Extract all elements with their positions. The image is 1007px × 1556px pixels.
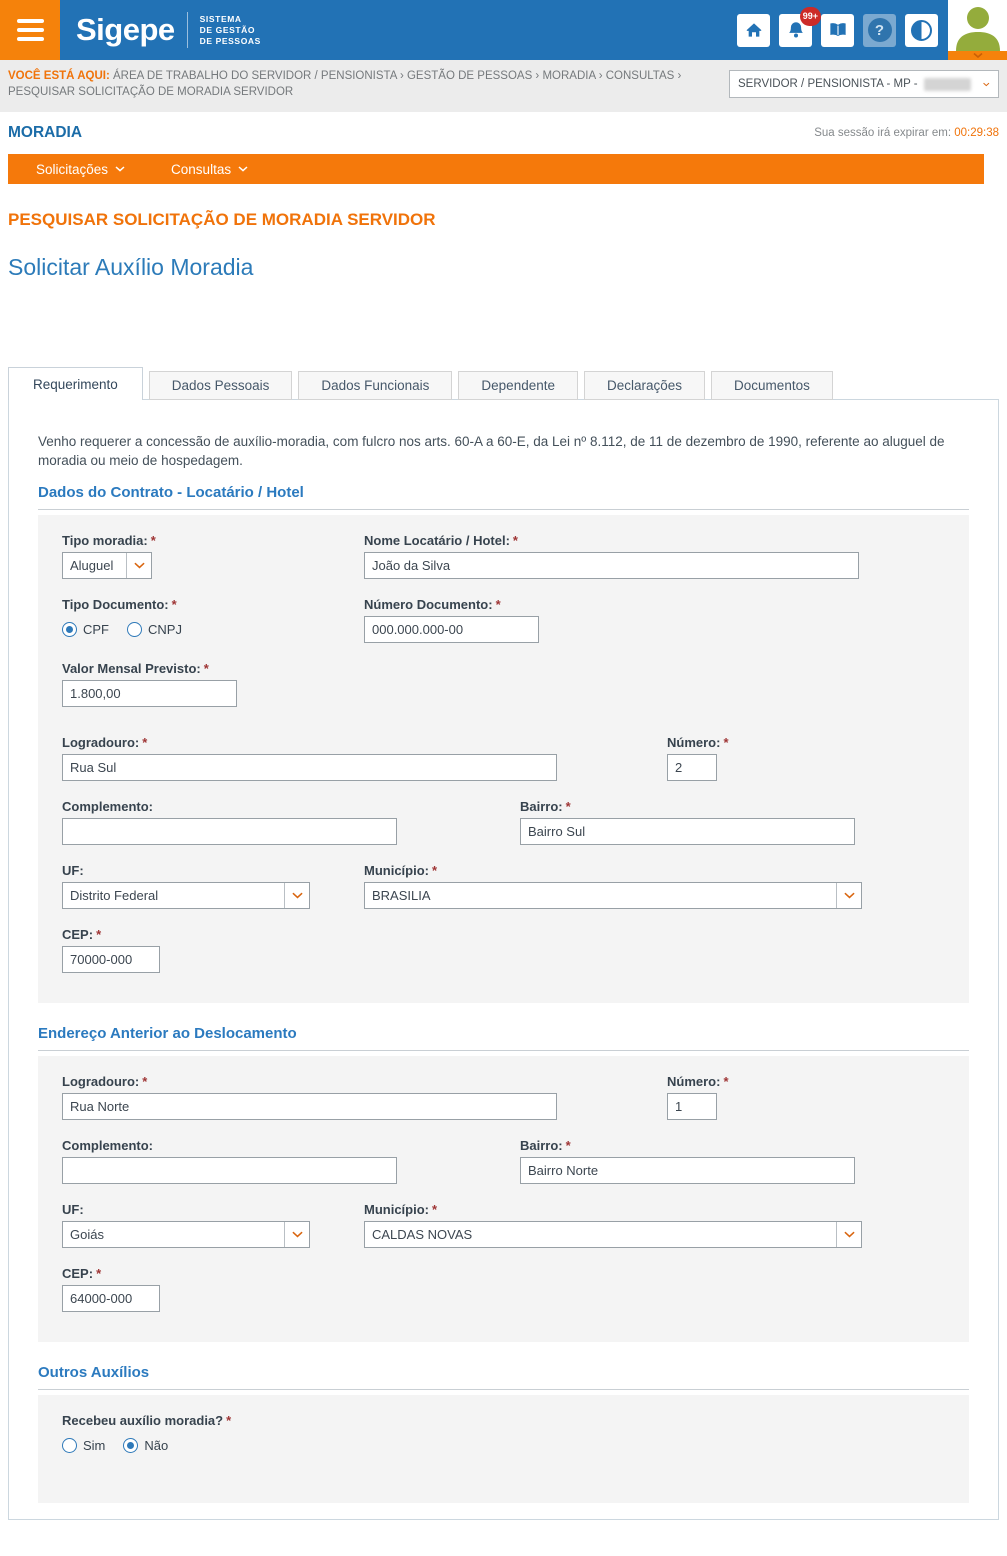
- breadcrumb: [8, 68, 681, 103]
- section-title: Dados do Contrato - Locatário / Hotel: [38, 484, 969, 510]
- menu-hamburger-button[interactable]: [0, 0, 60, 60]
- cep-input[interactable]: [62, 946, 160, 973]
- uf-select[interactable]: Distrito Federal: [62, 882, 310, 909]
- page-subtitle: Solicitar Auxílio Moradia: [8, 254, 254, 280]
- numero-label: Número: *: [667, 735, 729, 750]
- radio-selected-icon: [123, 1438, 138, 1453]
- tab-panel-requerimento: [8, 399, 999, 1520]
- recebeu-auxilio-label: Recebeu auxílio moradia? *: [62, 1413, 232, 1428]
- numero-input[interactable]: [667, 754, 717, 781]
- notifications-button[interactable]: [779, 11, 818, 47]
- home-button[interactable]: [737, 14, 770, 47]
- bairro-input[interactable]: [520, 818, 855, 845]
- header-spacer: [261, 0, 737, 60]
- manual-button[interactable]: [821, 14, 854, 47]
- module-title: MORADIA: [8, 124, 83, 141]
- notification-badge: 99+: [800, 7, 821, 26]
- numero-anterior-input[interactable]: [667, 1093, 717, 1120]
- tab-dependente[interactable]: Dependente: [458, 371, 578, 400]
- valor-mensal-label: Valor Mensal Previsto: *: [62, 661, 209, 676]
- section-title: Outros Auxílios: [38, 1364, 969, 1390]
- complemento-label: Complemento:: [62, 799, 153, 814]
- radio-cpf[interactable]: CPF: [62, 622, 109, 637]
- valor-mensal-input[interactable]: [62, 680, 237, 707]
- logradouro-label: Logradouro: *: [62, 735, 148, 750]
- request-intro-text: Venho requerer a concessão de auxílio-moradia, com fulcro nos arts. 60-A a 60-E, da Lei nº 8.112, de 11 de dezembro de 1990, referente ao aluguel de moradia ou meio de hospedagem.: [38, 434, 945, 468]
- chevron-down-icon: [238, 166, 248, 172]
- hamburger-icon: [17, 19, 44, 23]
- bairro-anterior-input[interactable]: [520, 1157, 855, 1184]
- recebeu-auxilio-radio-group: [62, 1432, 362, 1459]
- module-menu-bar: [8, 154, 984, 184]
- section-title: Endereço Anterior ao Deslocamento: [38, 1025, 969, 1051]
- tab-requerimento[interactable]: Requerimento: [8, 367, 143, 400]
- chevron-down-icon: [292, 892, 303, 899]
- avatar-dropdown-strip: [948, 51, 1007, 60]
- module-header: [0, 112, 1007, 154]
- radio-unselected-icon: [127, 622, 142, 637]
- numero-documento-input[interactable]: [364, 616, 539, 643]
- tab-declaracoes[interactable]: Declarações: [584, 371, 705, 400]
- redacted-text: [924, 78, 972, 91]
- home-icon: [744, 20, 764, 40]
- sigepe-logo[interactable]: [60, 0, 261, 60]
- nome-locatario-input[interactable]: [364, 552, 859, 579]
- session-timer: [814, 124, 999, 139]
- chevron-down-icon: [115, 166, 125, 172]
- session-time: 00:29:38: [954, 127, 999, 139]
- menu-solicitacoes[interactable]: Solicitações: [18, 154, 143, 184]
- chevron-down-icon: [292, 1231, 303, 1238]
- tipo-documento-label: Tipo Documento: *: [62, 597, 177, 612]
- cep-anterior-input[interactable]: [62, 1285, 160, 1312]
- section-endereco-anterior: [38, 1025, 969, 1342]
- numero-anterior-label: Número: *: [667, 1074, 729, 1089]
- tipo-moradia-label: Tipo moradia: *: [62, 533, 156, 548]
- menu-consultas[interactable]: Consultas: [153, 154, 266, 184]
- avatar: [948, 0, 1007, 51]
- bairro-anterior-label: Bairro: *: [520, 1138, 571, 1153]
- chevron-down-icon: [983, 81, 990, 88]
- logo-divider: [187, 12, 188, 48]
- radio-nao[interactable]: Não: [123, 1438, 168, 1453]
- book-icon: [827, 19, 849, 41]
- tab-documentos[interactable]: Documentos: [711, 371, 833, 400]
- radio-sim[interactable]: Sim: [62, 1438, 105, 1453]
- form-tabs: [8, 367, 999, 400]
- complemento-input[interactable]: [62, 818, 397, 845]
- section-dados-contrato: [38, 484, 969, 1003]
- cep-anterior-label: CEP: *: [62, 1266, 102, 1281]
- breadcrumb-path-line2: PESQUISAR SOLICITAÇÃO DE MORADIA SERVIDOR: [8, 86, 294, 98]
- uf-anterior-select[interactable]: Goiás: [62, 1221, 310, 1248]
- user-avatar-menu[interactable]: [948, 0, 1007, 60]
- page-title: PESQUISAR SOLICITAÇÃO DE MORADIA SERVIDOR: [8, 210, 436, 229]
- contrast-button[interactable]: [905, 14, 938, 47]
- uf-label: UF:: [62, 863, 84, 878]
- breadcrumb-prefix: VOCÊ ESTÁ AQUI:: [8, 70, 110, 82]
- uf-anterior-label: UF:: [62, 1202, 84, 1217]
- chevron-down-icon: [844, 1231, 855, 1238]
- help-button[interactable]: [863, 14, 896, 47]
- session-label: Sua sessão irá expirar em:: [814, 127, 952, 139]
- bairro-label: Bairro: *: [520, 799, 571, 814]
- logo-text: Sigepe: [76, 12, 175, 47]
- complemento-anterior-label: Complemento:: [62, 1138, 153, 1153]
- logradouro-anterior-input[interactable]: [62, 1093, 557, 1120]
- logradouro-input[interactable]: [62, 754, 557, 781]
- chevron-down-icon: [973, 53, 983, 58]
- municipio-select[interactable]: BRASILIA: [364, 882, 862, 909]
- municipio-anterior-label: Município: *: [364, 1202, 438, 1217]
- municipio-label: Município: *: [364, 863, 438, 878]
- section-outros-auxilios: [38, 1364, 969, 1503]
- radio-unselected-icon: [62, 1438, 77, 1453]
- profile-selector[interactable]: [729, 70, 999, 98]
- tab-dados-funcionais[interactable]: Dados Funcionais: [298, 371, 452, 400]
- tipo-documento-radio-group: [62, 616, 322, 643]
- breadcrumb-bar: [0, 60, 1007, 112]
- logradouro-anterior-label: Logradouro: *: [62, 1074, 148, 1089]
- cep-label: CEP: *: [62, 927, 102, 942]
- complemento-anterior-input[interactable]: [62, 1157, 397, 1184]
- logo-subtitle: SISTEMA DE GESTÃO DE PESSOAS: [199, 13, 261, 46]
- radio-selected-icon: [62, 622, 77, 637]
- breadcrumb-path-line1[interactable]: ÁREA DE TRABALHO DO SERVIDOR / PENSIONISTA › GESTÃO DE PESSOAS › MORADIA › CONSULTAS ›: [113, 70, 682, 82]
- contrast-icon: [911, 20, 932, 41]
- question-icon: ?: [868, 18, 892, 42]
- chevron-down-icon: [134, 562, 145, 569]
- numero-documento-label: Número Documento: *: [364, 597, 501, 612]
- tab-dados-pessoais[interactable]: Dados Pessoais: [149, 371, 293, 400]
- chevron-down-icon: [844, 892, 855, 899]
- profile-selector-value: SERVIDOR / PENSIONISTA - MP -: [738, 78, 918, 90]
- app-header: [0, 0, 1007, 60]
- municipio-anterior-select[interactable]: CALDAS NOVAS: [364, 1221, 862, 1248]
- nome-locatario-label: Nome Locatário / Hotel: *: [364, 533, 518, 548]
- radio-cnpj[interactable]: CNPJ: [127, 622, 182, 637]
- tipo-moradia-select[interactable]: Aluguel: [62, 552, 152, 579]
